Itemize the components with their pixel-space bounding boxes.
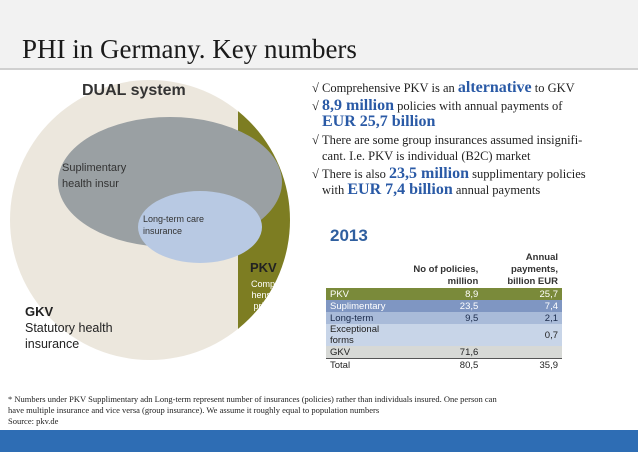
longterm-label-line1: Long-term care bbox=[143, 214, 205, 224]
supplementary-label-line2: health insur bbox=[62, 178, 119, 190]
row-payments: 25,7 bbox=[539, 288, 558, 300]
table-row bbox=[326, 300, 562, 312]
row-name: Exceptional forms bbox=[330, 324, 380, 346]
bullet-group-insurance bbox=[312, 132, 632, 164]
highlight-text: 8,9 million bbox=[322, 97, 395, 114]
header-line: payments, bbox=[511, 264, 558, 275]
bullet-text: policies with annual payments of bbox=[394, 99, 563, 113]
row-policies: 8,9 bbox=[465, 288, 479, 300]
row-policies: 9,5 bbox=[465, 312, 479, 324]
pkv-desc-line: private bbox=[253, 301, 281, 311]
pkv-desc-line: hensive bbox=[251, 290, 283, 300]
source-line: Source: pkv.de bbox=[8, 416, 59, 426]
row-name: Total bbox=[330, 359, 351, 371]
row-policies bbox=[408, 324, 482, 346]
check-icon: √ bbox=[312, 99, 319, 113]
header-line: million bbox=[447, 276, 479, 287]
bullet-text: supplimentary policies bbox=[469, 167, 586, 181]
header-line: Annual bbox=[525, 252, 558, 263]
footnote-line: * Numbers under PKV Supplimentary adn Long-term represent number of insurances (policies) rather than individuals insured. One person can bbox=[8, 394, 497, 404]
highlight-text: EUR 7,4 billion bbox=[347, 181, 453, 198]
supplementary-label-line1: Suplimentary bbox=[62, 162, 127, 174]
table-header-policies bbox=[408, 246, 482, 288]
table-header-row bbox=[326, 246, 562, 288]
table-row bbox=[326, 312, 562, 324]
pkv-title: PKV bbox=[250, 260, 277, 275]
header-line: No of policies, bbox=[413, 264, 479, 275]
row-payments: 35,9 bbox=[539, 359, 558, 371]
row-payments bbox=[482, 346, 562, 359]
bullet-pkv-policies bbox=[312, 98, 632, 130]
bullet-alternative bbox=[312, 80, 632, 96]
footnote bbox=[8, 394, 608, 427]
pkv-desc-line: Compre bbox=[250, 279, 283, 289]
key-numbers-table bbox=[326, 246, 562, 371]
row-name: GKV bbox=[330, 346, 351, 358]
row-name: PKV bbox=[330, 288, 350, 300]
insurance-venn-diagram bbox=[0, 70, 300, 385]
row-policies: 80,5 bbox=[459, 359, 479, 371]
gkv-desc-line2: insurance bbox=[25, 337, 80, 351]
bottom-bar bbox=[0, 430, 638, 452]
table-year: 2013 bbox=[330, 226, 368, 245]
longterm-label-line2: insurance bbox=[143, 226, 183, 236]
highlight-text: EUR 25,7 billion bbox=[322, 113, 436, 130]
table-row bbox=[326, 324, 562, 346]
header-line: billion EUR bbox=[507, 276, 558, 287]
bullet-text: Comprehensive PKV is an bbox=[322, 81, 458, 95]
title-bar bbox=[0, 0, 638, 70]
bullet-text: to GKV bbox=[531, 81, 575, 95]
table-row bbox=[326, 346, 562, 359]
table-total-row bbox=[326, 359, 562, 372]
row-payments: 2,1 bbox=[544, 312, 558, 324]
table-header-payments bbox=[482, 246, 562, 288]
bullet-text: annual payments bbox=[452, 183, 541, 197]
bullet-text: There is also bbox=[322, 167, 389, 181]
highlight-text: alternative bbox=[457, 79, 532, 96]
gkv-title: GKV bbox=[25, 304, 54, 319]
pkv-desc-line: health bbox=[254, 312, 280, 322]
check-icon: √ bbox=[312, 133, 319, 147]
check-icon: √ bbox=[312, 167, 319, 181]
pkv-description bbox=[250, 279, 284, 323]
bullet-text: cant. I.e. PKV is individual (B2C) market bbox=[322, 149, 531, 163]
bullet-supplementary bbox=[312, 166, 632, 198]
row-policies: 23,5 bbox=[459, 300, 479, 312]
key-points-list bbox=[312, 80, 632, 200]
check-icon: √ bbox=[312, 81, 319, 95]
row-name: Suplimentary bbox=[330, 300, 386, 312]
row-name: Long-term bbox=[330, 312, 374, 324]
footnote-line: have multiple insurance and vice versa (group insurance). We assume it roughly equal to population numbers bbox=[8, 405, 380, 415]
row-payments: 7,4 bbox=[544, 300, 558, 312]
dual-system-label: DUAL system bbox=[82, 82, 186, 99]
row-policies: 71,6 bbox=[459, 346, 479, 358]
bullet-text: with bbox=[322, 183, 348, 197]
bullet-text: There are some group insurances assumed insignifi- bbox=[322, 133, 583, 147]
gkv-desc-line1: Statutory health bbox=[25, 321, 113, 335]
table-header-empty bbox=[326, 246, 408, 288]
page-title: PHI in Germany. Key numbers bbox=[22, 34, 357, 64]
table-row bbox=[326, 288, 562, 300]
highlight-text: 23,5 million bbox=[389, 165, 470, 182]
row-payments: 0,7 bbox=[544, 329, 558, 341]
